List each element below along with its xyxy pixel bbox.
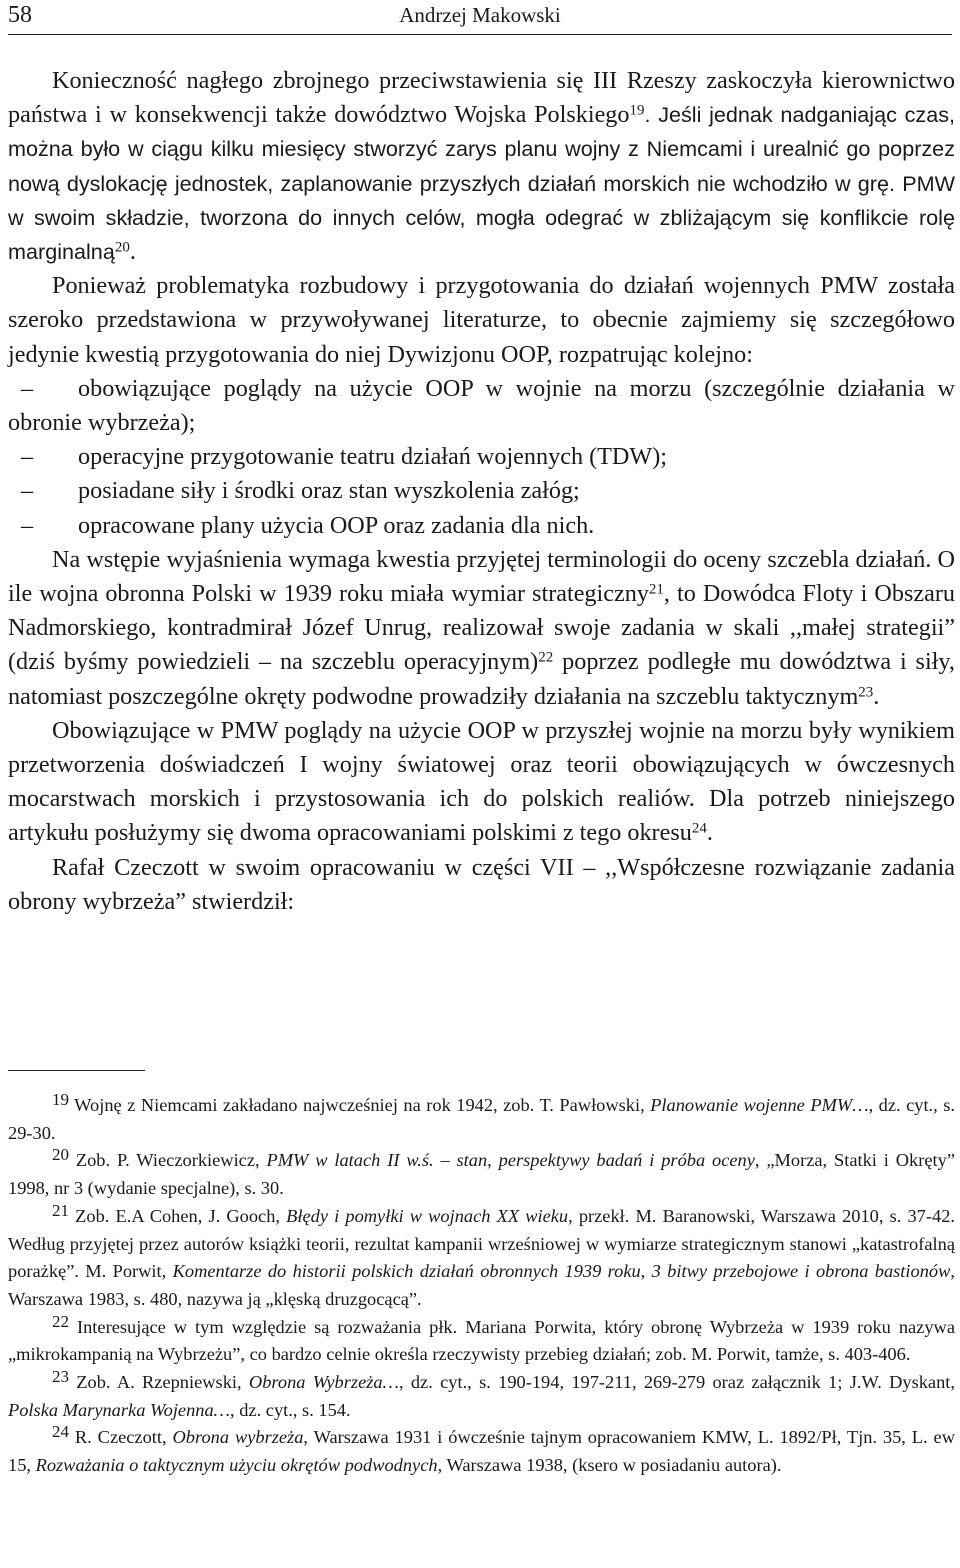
list-item xyxy=(8,509,955,543)
footnote-text: R. Czeczott, xyxy=(69,1427,173,1448)
paragraph-text: . xyxy=(129,238,136,266)
paragraph-2: Ponieważ problematyka rozbudowy i przygotowania do działań wojennych PMW została szeroko przedstawiona w przywoływanej literaturze, to obecnie zajmiemy się szczegółowo jedynie kwestią przygotowania do niej Dywizjonu OOP, rozpatrując kolejno: xyxy=(8,272,955,368)
topic-list xyxy=(8,372,955,543)
page-header xyxy=(8,0,952,35)
footnote-number: 22 xyxy=(52,1311,69,1331)
list-item-text: opracowane plany użycia OOP oraz zadania dla nich. xyxy=(78,511,595,539)
footnote-text: Wojnę z Niemcami zakładano najwcześniej na rok 1942, zob. T. Pawłowski, xyxy=(69,1095,651,1115)
list-item xyxy=(8,440,955,474)
paragraph-1 xyxy=(8,64,955,269)
list-item-text: posiadane siły i środki oraz stan wyszkolenia załóg; xyxy=(78,477,580,505)
footnote-number: 20 xyxy=(52,1145,69,1165)
footnote-title: Rozważania o taktycznym użyciu okrętów podwodnych xyxy=(35,1455,438,1476)
footnote-ref-19: 19 xyxy=(629,102,645,119)
footnote-text: Interesujące w tym względzie są rozważania płk. Mariana Porwita, który obronę Wybrzeża w 1939 roku nazywa „mikrokampanią na Wybrzeżu”, co bardzo celnie określa rzeczywisty przebieg działań; zob. M. Porwit, tamże, s. 403-406. xyxy=(8,1316,955,1365)
footnote-ref-21: 21 xyxy=(648,581,664,598)
footnote-text: , dz. cyt., s. 190-194, 197-211, 269-279 oraz załącznik 1; J.W. Dyskant, xyxy=(398,1372,955,1393)
footnote-number: 19 xyxy=(52,1090,69,1110)
paragraph-text: . xyxy=(873,682,880,710)
footnote-text: , dz. cyt., s. 154. xyxy=(230,1399,351,1420)
footnote-title: Komentarze do historii polskich działań obronnych 1939 roku, 3 bitwy przebojowe i obrona bastionów xyxy=(172,1261,951,1282)
paragraph-text: poprzez podległe mu dowództwa i siły, natomiast poszczególne okręty podwodne prowadziły działania na szczeblu taktycznym xyxy=(8,648,955,710)
footnote-23 xyxy=(8,1369,955,1424)
dash-bullet: – xyxy=(21,477,34,505)
paragraph-5: Rafał Czeczott w swoim opracowaniu w części VII – ,,Współczesne rozwiązanie zadania obrony wybrzeża” stwierdził: xyxy=(8,853,955,915)
footnote-24 xyxy=(8,1424,955,1479)
footnote-ref-23: 23 xyxy=(858,684,874,701)
main-text xyxy=(8,64,955,919)
footnote-19 xyxy=(8,1092,955,1147)
footnotes xyxy=(8,1092,955,1480)
footnote-title: Obrona Wybrzeża… xyxy=(248,1372,399,1393)
footnote-title: Obrona wybrzeża xyxy=(172,1427,304,1448)
dash-bullet: – xyxy=(21,511,34,539)
running-head-author: Andrzej Makowski xyxy=(399,3,561,27)
footnote-text: Zob. E.A Cohen, J. Gooch, xyxy=(69,1205,287,1226)
paragraph-text: Na wstępie wyjaśnienia wymaga kwestia przyjętej terminologii do oceny szczebla działań. O ile wojna obronna Polski w 1939 roku miała wymiar strategiczny xyxy=(8,545,955,608)
paragraph-text-sans: . Jeśli jednak nadganiając czas, można było w ciągu kilku miesięcy stworzyć zarys planu wojny z Niemcami i urealnić go poprzez nową dyslokację jednostek, zaplanowanie przyszłych działań morskich nie wchodziło w grę. PMW w swoim składzie, tworzona do innych celów, mogła odegrać w zbliżającym się konflikcie rolę marginalną xyxy=(8,102,956,265)
footnote-text: , dz. cyt., s. 29-30. xyxy=(8,1095,955,1143)
footnote-22 xyxy=(8,1311,955,1369)
footnote-title: PMW w latach II w.ś. – stan, perspektywy badań i próba oceny xyxy=(266,1150,755,1171)
footnote-title: Polska Marynarka Wojenna… xyxy=(8,1399,231,1420)
footnote-number: 23 xyxy=(52,1367,69,1387)
footnote-number: 21 xyxy=(52,1200,69,1220)
footnote-separator xyxy=(8,1070,145,1071)
dash-bullet: – xyxy=(21,374,34,402)
paragraph-text: Konieczność nagłego zbrojnego przeciwstawienia się III Rzeszy zaskoczyła kierownictwo państwa i w konsekwencji także dowództwo Wojska Polskiego xyxy=(8,67,955,129)
list-item-text: operacyjne przygotowanie teatru działań wojennych (TDW); xyxy=(78,443,667,471)
dash-bullet: – xyxy=(21,443,34,471)
list-item-text: obowiązujące poglądy na użycie OOP w wojnie na morzu (szczególnie działania w obronie wybrzeża); xyxy=(8,374,955,437)
footnote-text: , Warszawa 1938, (ksero w posiadaniu autora). xyxy=(437,1455,782,1476)
footnote-number: 24 xyxy=(52,1422,69,1442)
paragraph-text: Obowiązujące w PMW poglądy na użycie OOP w przyszłej wojnie na morzu były wynikiem przetworzenia doświadczeń I wojny światowej oraz teorii obowiązujących w ówczesnych mocarstwach morskich i przystosowania ich do polskich realiów. Dla potrzeb niniejszego artykułu posłużymy się dwoma opracowaniami polskimi z tego okresu xyxy=(8,716,955,847)
footnote-text: Zob. P. Wieczorkiewicz, xyxy=(69,1150,267,1171)
paragraph-4 xyxy=(8,714,955,851)
footnote-text: , Warszawa 1983, s. 480, nazywa ją „klęską druzgocącą”. xyxy=(8,1261,955,1309)
footnote-title: Planowanie wojenne PMW… xyxy=(650,1095,869,1115)
paragraph-text: . xyxy=(706,819,713,847)
footnote-text: , „Morza, Statki i Okręty” 1998, nr 3 (wydanie specjalne), s. 30. xyxy=(8,1150,955,1199)
footnote-text: , Warszawa 1931 i ówcześnie tajnym opracowaniem KMW, L. 1892/Pł, Tjn. 35, L. ew 15, xyxy=(8,1427,955,1476)
paragraph-text: , to Dowódca Floty i Obszaru Nadmorskiego, kontradmirał Józef Unrug, realizował swoje zadania w skali ,,małej strategii” (dziś byśmy powiedzieli – na szczeblu operacyjnym) xyxy=(8,580,955,676)
footnote-ref-24: 24 xyxy=(691,820,707,837)
footnote-ref-20: 20 xyxy=(114,239,130,256)
list-item xyxy=(8,474,955,508)
paragraph-3 xyxy=(8,543,955,714)
footnote-text: , przekł. M. Baranowski, Warszawa 2010, s. 37-42. Według przyjętej przez autorów książki teorii, rezultat kampanii wrześniowej w wymiarze strategicznym stanowi „katastrofalną porażkę”. M. Porwit, xyxy=(8,1205,955,1282)
footnote-text: Zob. A. Rzepniewski, xyxy=(69,1372,249,1393)
page-number: 58 xyxy=(8,2,32,28)
footnote-title: Błędy i pomyłki w wojnach XX wieku xyxy=(286,1205,569,1226)
list-item xyxy=(8,372,955,440)
footnote-21 xyxy=(8,1200,955,1314)
footnote-ref-22: 22 xyxy=(538,649,554,666)
footnote-20 xyxy=(8,1147,955,1202)
